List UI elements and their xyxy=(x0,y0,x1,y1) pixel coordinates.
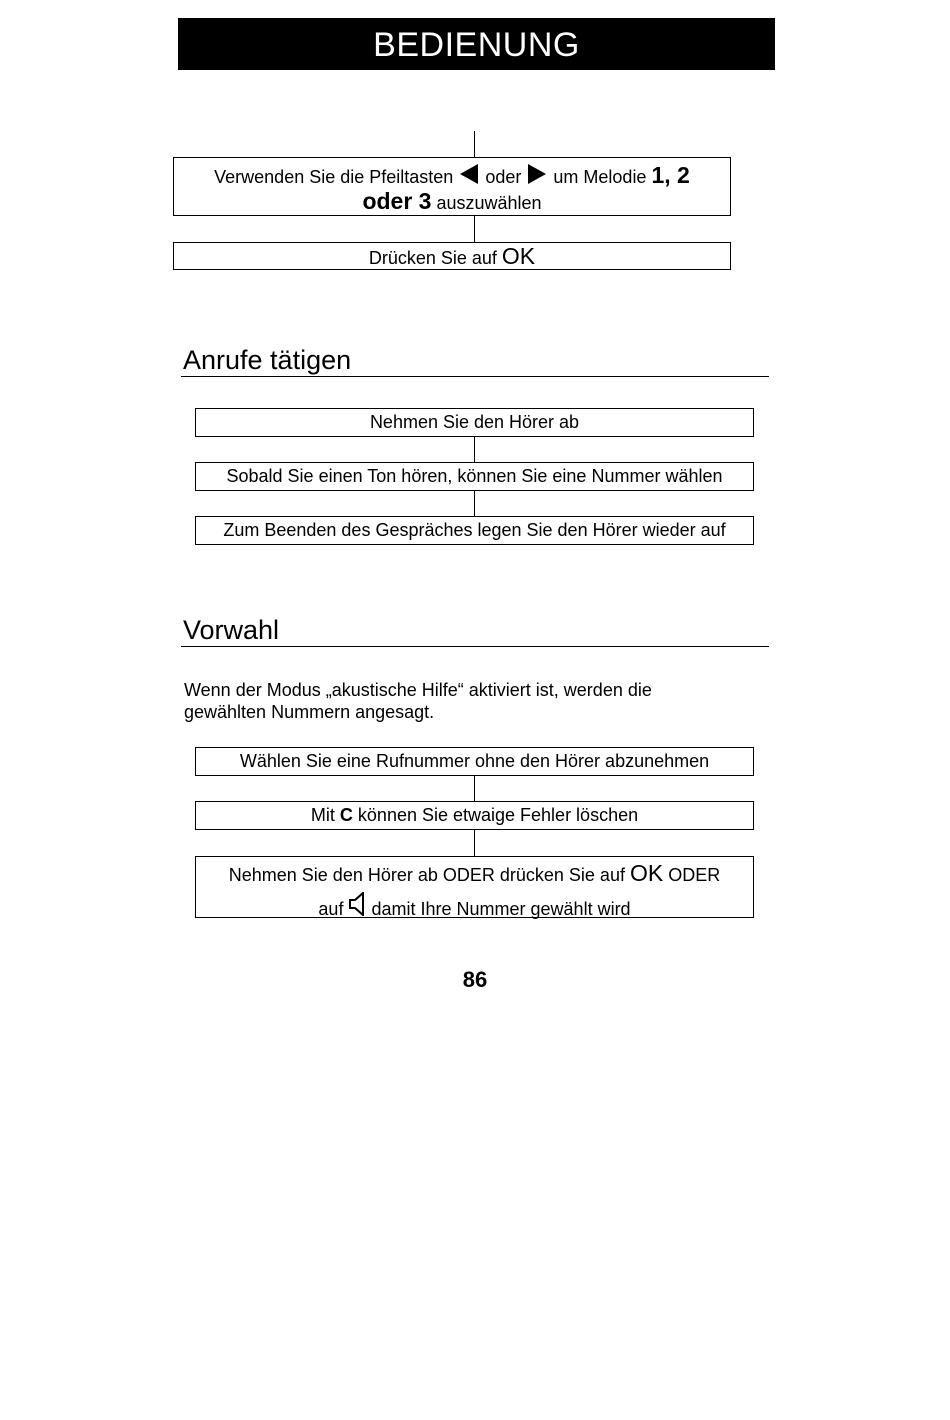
flow-connector xyxy=(474,131,475,158)
calls-step-3 xyxy=(195,516,754,545)
right-arrow-icon xyxy=(526,163,548,185)
calls-step-2 xyxy=(195,462,754,491)
predial-intro xyxy=(184,679,652,723)
flow-connector xyxy=(474,776,475,802)
step-text: damit Ihre Nummer gewählt wird xyxy=(371,899,631,919)
melody-numbers: 1, 2 xyxy=(651,162,690,188)
step-text: Drücken Sie auf xyxy=(368,248,497,268)
step-text: um Melodie xyxy=(553,167,647,187)
flow-connector xyxy=(474,491,475,517)
left-arrow-icon xyxy=(458,163,480,185)
flow-step-select-melody xyxy=(173,157,731,216)
flow-connector xyxy=(474,216,475,243)
intro-line: gewählten Nummern angesagt. xyxy=(184,702,435,722)
flow-connector xyxy=(474,830,475,857)
step-text: oder xyxy=(485,167,522,187)
intro-line: Wenn der Modus „akustische Hilfe“ aktiviert ist, werden die xyxy=(184,680,652,700)
step-text: Nehmen Sie den Hörer ab xyxy=(369,412,580,432)
flow-step-press-ok xyxy=(173,242,731,270)
flow-connector xyxy=(474,437,475,463)
step-text: Wählen Sie eine Rufnummer ohne den Hörer abzunehmen xyxy=(239,751,710,771)
c-key-label: C xyxy=(339,805,353,825)
predial-step-1 xyxy=(195,747,754,776)
section-rule xyxy=(181,646,769,647)
speaker-icon xyxy=(348,892,366,916)
calls-step-1 xyxy=(195,408,754,437)
step-text: können Sie etwaige Fehler löschen xyxy=(357,805,639,825)
step-text: Zum Beenden des Gespräches legen Sie den Hörer wieder auf xyxy=(223,520,726,540)
predial-step-2 xyxy=(195,801,754,830)
step-text: ODER xyxy=(668,865,721,885)
section-title-calls: Anrufe tätigen xyxy=(183,345,352,375)
step-text: Verwenden Sie die Pfeiltasten xyxy=(214,167,454,187)
ok-key-label: OK xyxy=(629,860,664,886)
melody-numbers: oder 3 xyxy=(362,188,432,214)
page-number: 86 xyxy=(462,967,488,992)
page-header: BEDIENUNG xyxy=(178,18,775,70)
step-text: auf xyxy=(318,899,344,919)
step-text: Nehmen Sie den Hörer ab ODER drücken Sie auf xyxy=(228,865,625,885)
step-text: Sobald Sie einen Ton hören, können Sie eine Nummer wählen xyxy=(226,466,723,486)
predial-step-3 xyxy=(195,856,754,918)
ok-key-label: OK xyxy=(501,243,536,269)
step-text: auszuwählen xyxy=(436,193,542,213)
section-title-predial: Vorwahl xyxy=(183,615,280,645)
step-text: Mit xyxy=(310,805,335,825)
section-rule xyxy=(181,376,769,377)
